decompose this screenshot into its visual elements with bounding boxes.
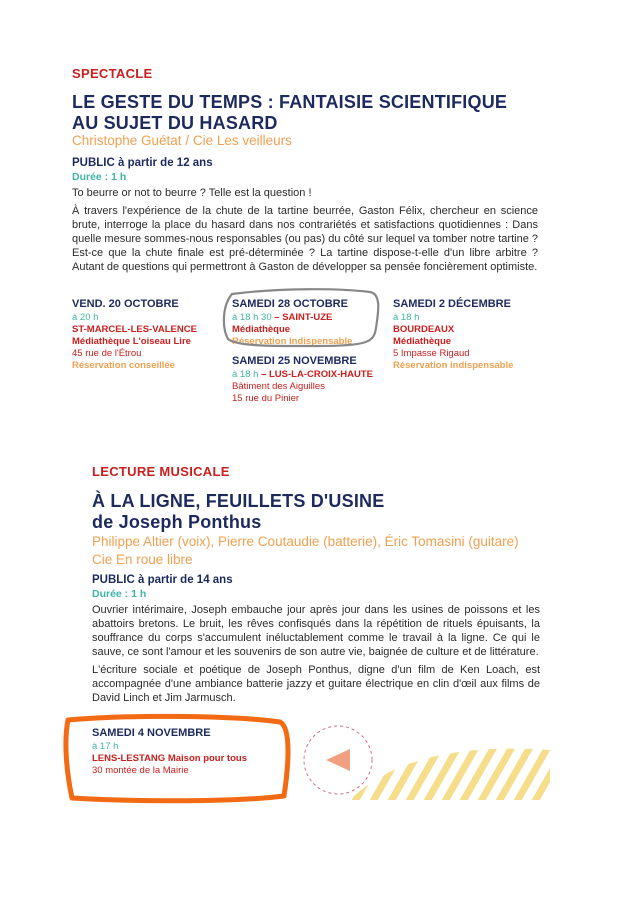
date-time: à 18 h: [393, 312, 420, 323]
description-paragraph: To beurre or not to beurre ? Telle est la question !: [72, 187, 312, 199]
description-paragraph: À travers l'expérience de la chute de la tartine beurrée, Gaston Félix, chercheur en science brute, interroge la place du hasard dans nos contrariétés et satisfactions quotidiennes : Dans quelle mesure sommes-nous responsables (ou pas) du côté sur lequel va tomber notre tartine ? Est-ce que la chute finale est pré-déterminée ? La tartine dispose-t-elle d'un libre arbitre ? Autant de questions qui permettront à Gaston de développer sa pensée foncièrement optimiste.: [72, 205, 538, 273]
date-address: 15 rue du Pinier: [232, 393, 300, 404]
date-block: [232, 355, 402, 405]
date-time: à 20 h: [72, 312, 99, 323]
date-block: [393, 298, 543, 372]
date-city: – SAINT-UZE: [274, 312, 333, 323]
event-title-line: LE GESTE DU TEMPS : FANTAISIE SCIENTIFIQUE: [72, 92, 508, 112]
date-time-city: [232, 369, 402, 381]
date-venue: Médiathèque: [393, 336, 452, 347]
date-venue: LENS-LESTANG Maison pour tous: [92, 753, 247, 764]
date-venue: Médiathèque: [232, 324, 291, 335]
date-heading: SAMEDI 28 OCTOBRE: [232, 298, 348, 310]
date-city: – LUS-LA-CROIX-HAUTE: [261, 369, 373, 380]
date-heading: SAMEDI 2 DÉCEMBRE: [393, 298, 511, 310]
date-time: à 18 h: [232, 369, 259, 380]
event-title: [92, 491, 552, 533]
date-booking: Réservation conseillée: [72, 360, 175, 371]
date-booking: Réservation indispensable: [393, 360, 514, 371]
decorative-stripes: [350, 740, 550, 800]
category-label: SPECTACLE: [72, 66, 153, 81]
date-venue: Médiathèque L'oiseau Lire: [72, 336, 191, 347]
date-time: à 17 h: [92, 741, 119, 752]
date-heading: SAMEDI 25 NOVEMBRE: [232, 355, 357, 367]
description-paragraph: L'écriture sociale et poétique de Joseph Ponthus, digne d'un film de Ken Loach, est accompagnée d'une ambiance batterie jazzy et guitare électrique en clin d'œil aux films de David Linch et Jim Jarmusch.: [92, 664, 540, 704]
event-title-line: de Joseph Ponthus: [92, 512, 262, 532]
audience-label: PUBLIC à partir de 14 ans: [92, 574, 233, 586]
event-subtitle-line: Philippe Altier (voix), Pierre Coutaudie (batterie), Éric Tomasini (guitare): [92, 534, 519, 549]
orange-highlight-box: [58, 710, 298, 810]
triangle-icon: [326, 749, 350, 771]
event-description: [92, 603, 540, 709]
event-title: [72, 92, 552, 134]
event-subtitle: [92, 533, 552, 569]
event-subtitle: Christophe Guétat / Cie Les veilleurs: [72, 133, 292, 148]
decorative-play-circle: [300, 722, 376, 798]
date-address: 45 rue de l'Étrou: [72, 348, 142, 359]
duration-label: Durée : 1 h: [92, 588, 147, 600]
date-address: Bâtiment des Aiguilles: [232, 381, 325, 392]
date-block: [72, 298, 222, 372]
event-subtitle-line: Cie En roue libre: [92, 552, 193, 567]
date-heading: VEND. 20 OCTOBRE: [72, 298, 179, 310]
gray-highlight-circle: [218, 284, 388, 354]
date-city: ST-MARCEL-LES-VALENCE: [72, 324, 197, 335]
date-address: 30 montée de la Mairie: [92, 765, 189, 776]
event-title-line: À LA LIGNE, FEUILLETS D'USINE: [92, 491, 385, 511]
date-city: BOURDEAUX: [393, 324, 455, 335]
category-label: LECTURE MUSICALE: [92, 464, 230, 479]
duration-label: Durée : 1 h: [72, 171, 127, 183]
audience-label: PUBLIC à partir de 12 ans: [72, 157, 213, 169]
event-title-line: AU SUJET DU HASARD: [72, 113, 278, 133]
date-booking: Réservation indispensable: [232, 336, 353, 347]
event-description: [72, 186, 538, 278]
description-paragraph: Ouvrier intérimaire, Joseph embauche jour après jour dans les usines de poissons et les abattoirs bretons. Le bruit, les rêves confisqués dans la répétition de rituels épuisants, la souffrance du corps s'accumulent inéluctablement comme le travail à la ligne. Ce qui le sauve, ce sont l'amour et les souvenirs de son autre vie, baignée de culture et de littérature.: [92, 604, 540, 658]
date-heading: SAMEDI 4 NOVEMBRE: [92, 727, 211, 739]
date-time: à 18 h 30: [232, 312, 272, 323]
date-address: 5 Impasse Rigaud: [393, 348, 470, 359]
